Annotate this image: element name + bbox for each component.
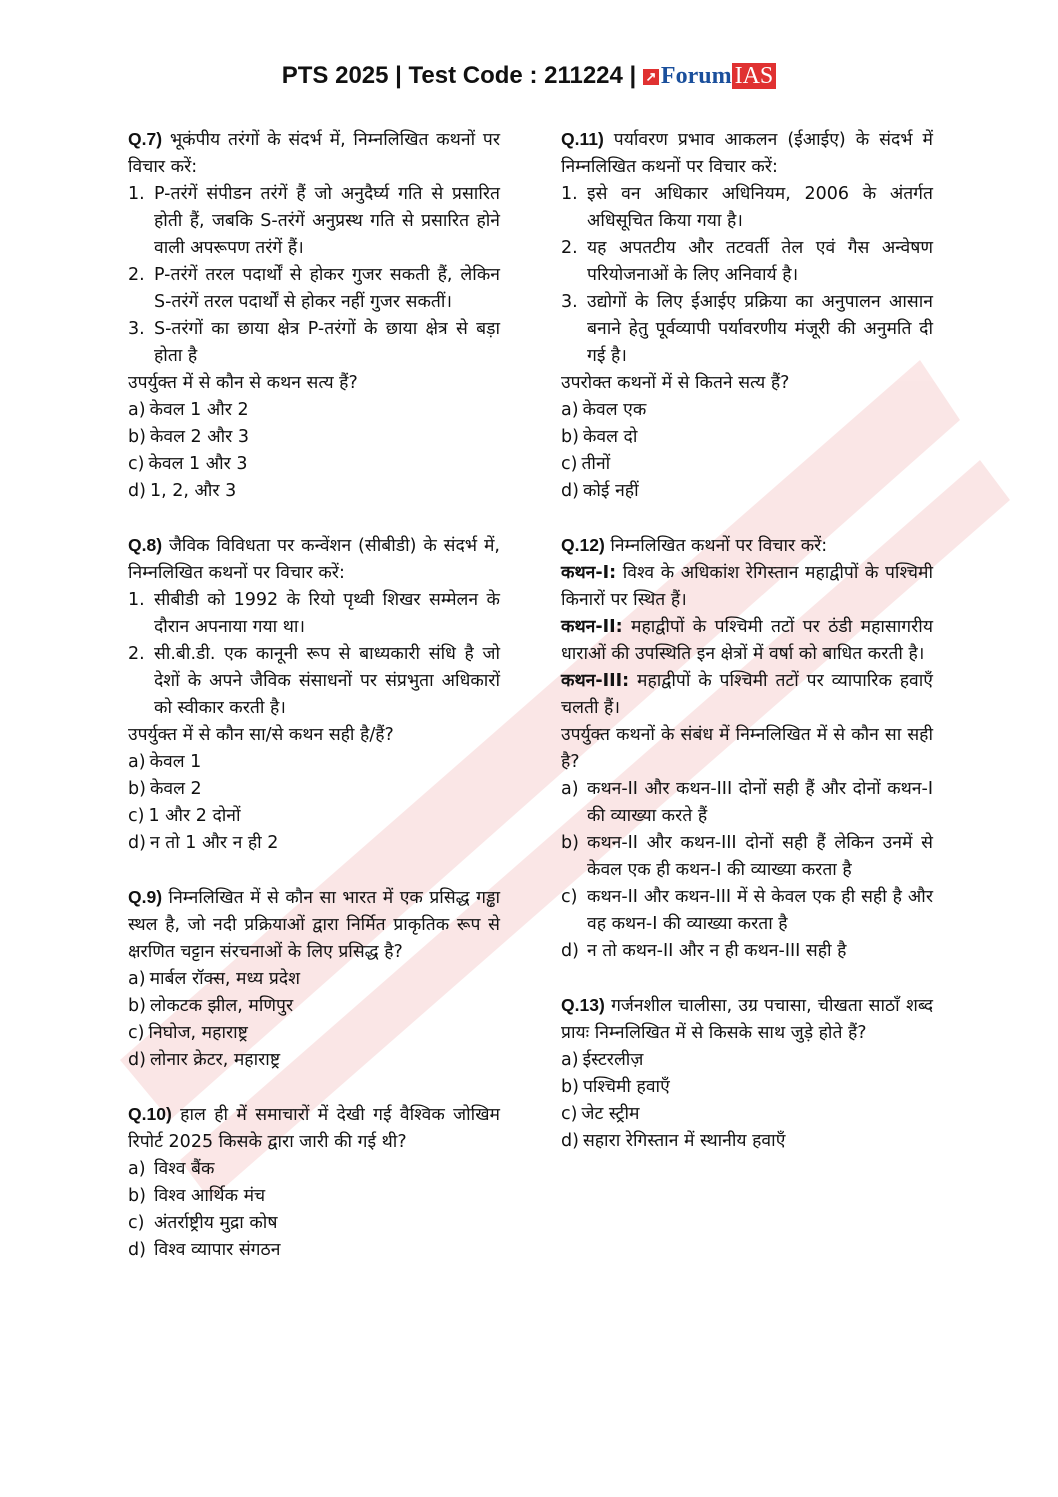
statement: 2. सी.बी.डी. एक कानूनी रूप से बाध्यकारी संधि है जो देशों के अपने जैविक संसाधनों पर संप्रभुता अधिकारों को स्वीकार करती है। (128, 644, 500, 718)
question-prompt: उपर्युक्त में से कौन से कथन सत्य हैं? (128, 373, 358, 393)
question-8 (128, 532, 500, 857)
option-b: b) केवल दो (561, 427, 638, 447)
statement: 1. P-तरंगें संपीडन तरंगें हैं जो अनुदैर्घ्य गति से प्रसारित होती हैं, जबकि S-तरंगें अनुप्रस्थ गति से प्रसारित होने वाली अपरूपण तरंगें हैं। (128, 184, 500, 258)
statement-list (561, 181, 933, 370)
question-text: भूकंपीय तरंगों के संदर्भ में, निम्नलिखित कथनों पर विचार करें: (128, 130, 500, 177)
question-12 (561, 532, 933, 965)
statement: 3. S-तरंगों का छाया क्षेत्र P-तरंगों के छाया क्षेत्र से बड़ा होता है (128, 319, 500, 366)
option-b: b) लोकटक झील, मणिपुर (128, 996, 294, 1016)
question-text: पर्यावरण प्रभाव आकलन (ईआईए) के संदर्भ में निम्नलिखित कथनों पर विचार करें: (561, 130, 933, 177)
statement: 2. यह अपतटीय और तटवर्ती तेल एवं गैस अन्वेषण परियोजनाओं के लिए अनिवार्य है। (561, 238, 933, 285)
option-b: b) केवल 2 (128, 779, 202, 799)
option-d: d) 1, 2, और 3 (128, 481, 237, 501)
question-number: Q.11) (561, 129, 604, 149)
option-c: c) केवल 1 और 3 (128, 454, 248, 474)
option-d: d) विश्व व्यापार संगठन (128, 1240, 281, 1260)
question-text: निम्नलिखित में से कौन सा भारत में एक प्रसिद्ध गड्ढा स्थल है, जो नदी प्रक्रियाओं द्वारा निर्मित प्राकृतिक रूप से क्षरणित चट्टान संरचनाओं के लिए प्रसिद्ध है? (128, 888, 500, 962)
question-text: जैविक विविधता पर कन्वेंशन (सीबीडी) के संदर्भ में, निम्नलिखित कथनों पर विचार करें: (128, 536, 500, 583)
option-d: d) लोनार क्रेटर, महाराष्ट्र (128, 1050, 281, 1070)
option-a: a) केवल 1 (128, 752, 202, 772)
statement: 3. उद्योगों के लिए ईआईए प्रक्रिया का अनुपालन आसान बनाने हेतु पूर्वव्यापी पर्यावरणीय मंजूरी की अनुमति दी गई है। (561, 292, 933, 366)
option-d: d) न तो 1 और न ही 2 (128, 833, 279, 853)
question-11 (561, 126, 933, 505)
question-text: हाल ही में समाचारों में देखी गई वैश्विक जोखिम रिपोर्ट 2025 किसके द्वारा जारी की गई थी? (128, 1105, 500, 1152)
question-number: Q.13) (561, 995, 605, 1015)
arrow-icon: ↗ (643, 69, 659, 85)
option-d: d) सहारा रेगिस्तान में स्थानीय हवाएँ (561, 1131, 786, 1151)
option-a: a) विश्व बैंक (128, 1159, 215, 1179)
forumias-logo: ↗ Forum IAS (643, 63, 776, 89)
question-10 (128, 1101, 500, 1264)
question-7 (128, 126, 500, 505)
right-column (561, 126, 933, 1182)
question-number: Q.7) (128, 129, 163, 149)
option-b: b) केवल 2 और 3 (128, 427, 249, 447)
option-b: b) विश्व आर्थिक मंच (128, 1186, 266, 1206)
question-text: गर्जनशील चालीसा, उग्र पचासा, चीखता साठाँ शब्द प्रायः निम्नलिखित में से किसके साथ जुड़े होते हैं? (561, 996, 933, 1043)
option-b: b) पश्चिमी हवाएँ (561, 1077, 670, 1097)
option-c: c) 1 और 2 दोनों (128, 806, 241, 826)
page-header (0, 62, 1058, 90)
option-c: c) कथन-II और कथन-III में से केवल एक ही सही है और वह कथन-I की व्याख्या करता है (561, 887, 933, 934)
statement-3: कथन-III: महाद्वीपों के पश्चिमी तटों पर व्यापारिक हवाएँ चलती हैं। (561, 671, 933, 718)
option-d: d) न तो कथन-II और न ही कथन-III सही है (561, 941, 847, 961)
statement-1: कथन-I: विश्व के अधिकांश रेगिस्तान महाद्वीपों के पश्चिमी किनारों पर स्थित हैं। (561, 563, 933, 610)
question-13 (561, 992, 933, 1155)
option-a: a) कथन-II और कथन-III दोनों सही हैं और दोनों कथन-I की व्याख्या करते हैं (561, 779, 933, 826)
question-9 (128, 884, 500, 1074)
test-title: PTS 2025 | Test Code : 211224 | (281, 62, 637, 89)
option-a: a) मार्बल रॉक्स, मध्य प्रदेश (128, 969, 300, 989)
question-text: निम्नलिखित कथनों पर विचार करें: (610, 536, 828, 556)
option-a: a) केवल 1 और 2 (128, 400, 249, 420)
statement: 2. P-तरंगें तरल पदार्थों से होकर गुजर सकती हैं, लेकिन S-तरंगें तरल पदार्थों से होकर नहीं गुजर सकतीं। (128, 265, 500, 312)
option-c: c) निघोज, महाराष्ट्र (128, 1023, 248, 1043)
question-prompt: उपरोक्त कथनों में से कितने सत्य हैं? (561, 373, 790, 393)
statement-list (128, 181, 500, 370)
option-c: c) अंतर्राष्ट्रीय मुद्रा कोष (128, 1213, 278, 1233)
option-c: c) जेट स्ट्रीम (561, 1104, 640, 1124)
statement-2: कथन-II: महाद्वीपों के पश्चिमी तटों पर ठंडी महासागरीय धाराओं की उपस्थिति इन क्षेत्रों में वर्षा को बाधित करती है। (561, 617, 933, 664)
question-prompt: उपर्युक्त कथनों के संबंध में निम्नलिखित में से कौन सा सही है? (561, 725, 933, 772)
question-number: Q.8) (128, 535, 163, 555)
option-b: b) कथन-II और कथन-III दोनों सही हैं लेकिन उनमें से केवल एक ही कथन-I की व्याख्या करता है (561, 833, 933, 880)
statement-list (128, 587, 500, 722)
option-c: c) तीनों (561, 454, 611, 474)
question-prompt: उपर्युक्त में से कौन सा/से कथन सही है/हैं? (128, 725, 394, 745)
question-number: Q.12) (561, 535, 605, 555)
option-a: a) केवल एक (561, 400, 647, 420)
option-a: a) ईस्टरलीज़ (561, 1050, 644, 1070)
question-number: Q.9) (128, 887, 163, 907)
left-column (128, 126, 500, 1291)
question-number: Q.10) (128, 1104, 172, 1124)
statement: 1. इसे वन अधिकार अधिनियम, 2006 के अंतर्गत अधिसूचित किया गया है। (561, 184, 933, 231)
statement: 1. सीबीडी को 1992 के रियो पृथ्वी शिखर सम्मेलन के दौरान अपनाया गया था। (128, 590, 500, 637)
option-d: d) कोई नहीं (561, 481, 639, 501)
